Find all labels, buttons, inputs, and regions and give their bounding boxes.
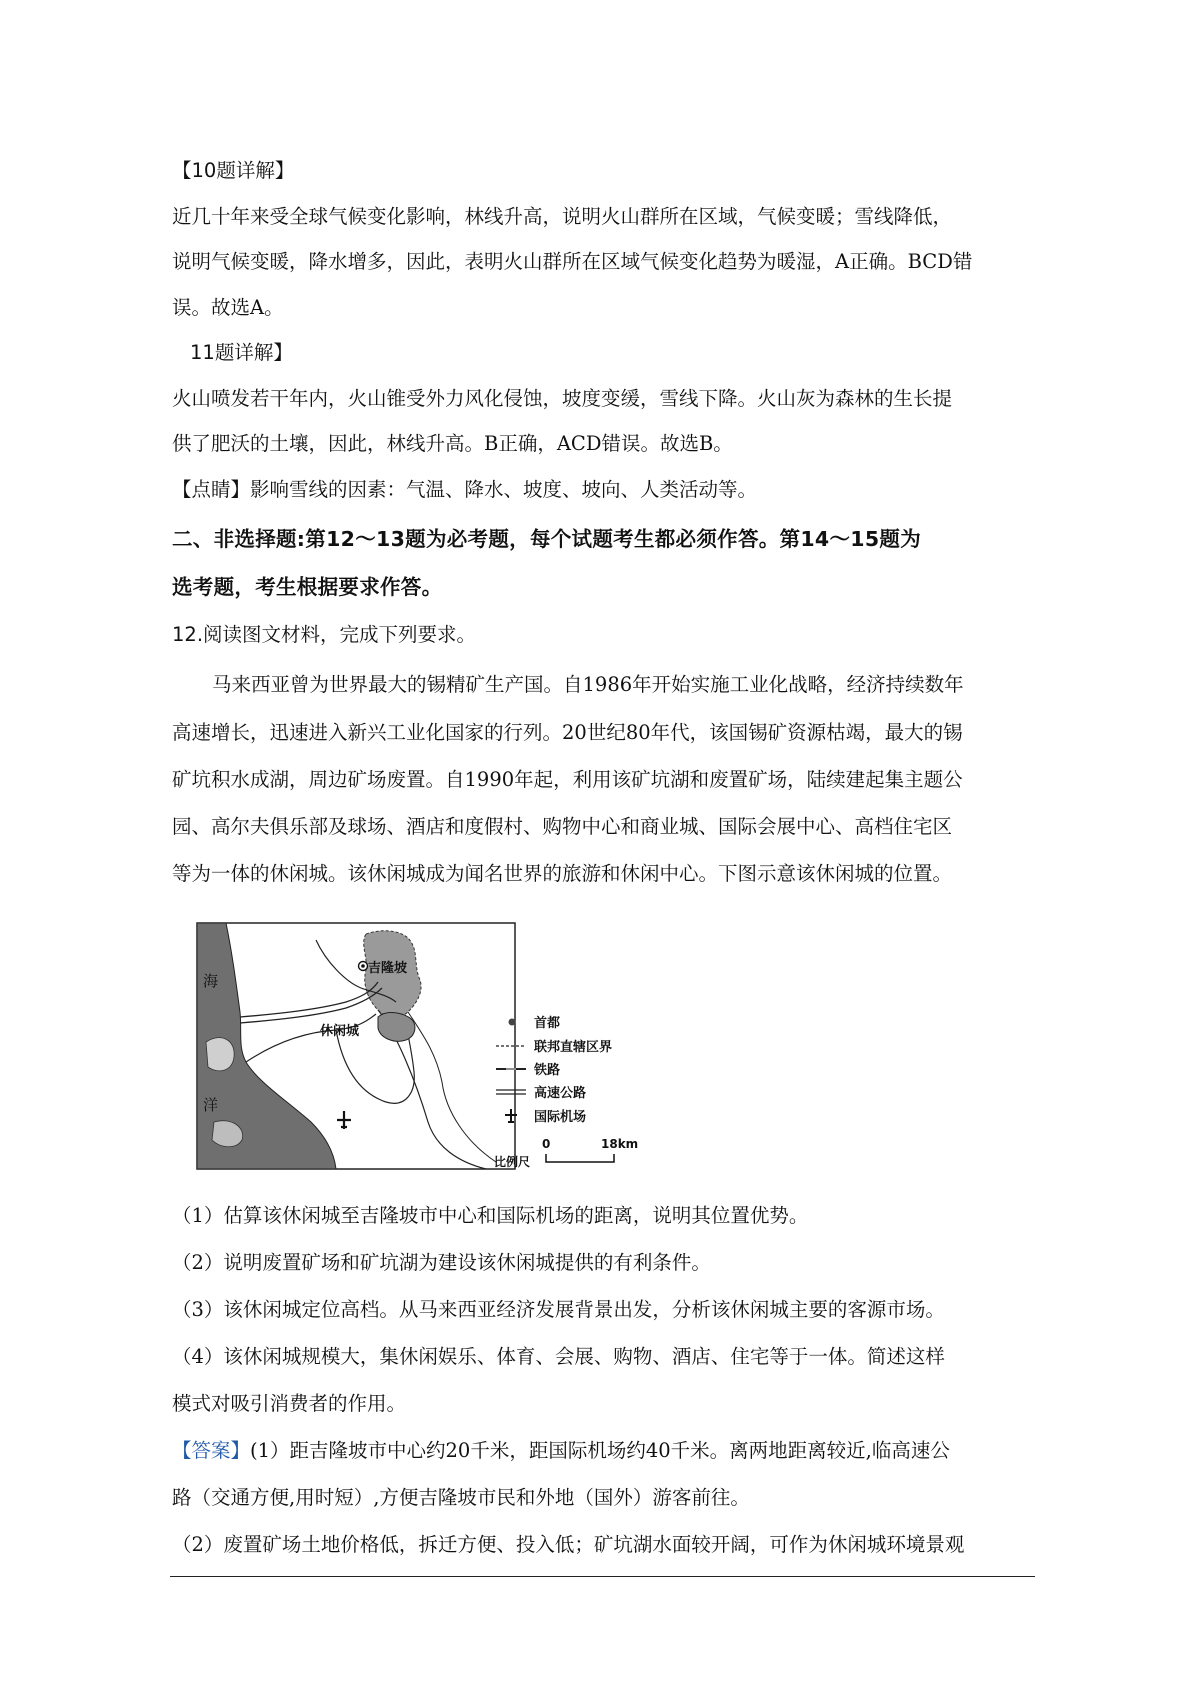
island xyxy=(206,1038,234,1071)
material-line-2: 高速增长，迅速进入新兴工业化国家的行列。20世纪80年代，该国锡矿资源枯竭，最大的锡 xyxy=(172,721,963,744)
page-footer-rule xyxy=(170,1576,1035,1577)
answer-text-1: (1）距吉隆坡市中心约20千米，距国际机场约40千米。离两地距离较近,临高速公 xyxy=(250,1439,950,1462)
scale-start: 0 xyxy=(542,1137,551,1151)
capital-label: 吉隆坡 xyxy=(368,961,408,976)
question-4-line-2: 模式对吸引消费者的作用。 xyxy=(172,1392,407,1415)
question-2: （2）说明废置矿场和矿坑湖为建设该休闲城提供的有利条件。 xyxy=(172,1251,711,1274)
legend-capital-label: 首都 xyxy=(534,1016,561,1031)
question-4-line-1: （4）该休闲城规模大，集休闲娱乐、体育、会展、购物、酒店、住宅等于一体。简述这样 xyxy=(172,1345,945,1368)
scale-bar xyxy=(546,1154,614,1162)
legend-airport-label: 国际机场 xyxy=(534,1110,587,1125)
question-1: （1）估算该休闲城至吉隆坡市中心和国际机场的距离，说明其位置优势。 xyxy=(172,1204,809,1227)
q11-header: 11题详解】 xyxy=(190,341,293,364)
sea-label-2: 洋 xyxy=(203,1096,219,1114)
q10-line-2: 说明气候变暖，降水增多，因此，表明火山群所在区域气候变化趋势为暖湿，A正确。BCD错 xyxy=(172,250,973,273)
q12-intro: 12.阅读图文材料，完成下列要求。 xyxy=(172,623,477,646)
legend-capital-dot-icon xyxy=(509,1019,516,1026)
section-heading-line-1: 二、非选择题:第12～13题为必考题，每个试题考生都必须作答。第14～15题为 xyxy=(172,527,922,551)
legend-highway-label: 高速公路 xyxy=(534,1086,587,1101)
answer-line-3: （2）废置矿场土地价格低，拆迁方便、投入低；矿坑湖水面较开阔，可作为休闲城环境景观 xyxy=(172,1533,965,1556)
tip-line: 【点睛】影响雪线的因素：气温、降水、坡度、坡向、人类活动等。 xyxy=(172,478,758,501)
q10-line-1: 近几十年来受全球气候变化影响，林线升高，说明火山群所在区域，气候变暖；雪线降低， xyxy=(172,205,953,228)
question-3: （3）该休闲城定位高档。从马来西亚经济发展背景出发，分析该休闲城主要的客源市场。 xyxy=(172,1298,945,1321)
scale-label: 比例尺 xyxy=(493,1155,530,1169)
legend-railway-label: 铁路 xyxy=(534,1063,561,1078)
section-heading-line-2: 选考题，考生根据要求作答。 xyxy=(172,575,443,599)
q10-line-3: 误。故选A。 xyxy=(172,296,284,319)
q10-header: 【10题详解】 xyxy=(172,159,295,182)
material-line-3: 矿坑积水成湖，周边矿场废置。自1990年起，利用该矿坑湖和废置矿场，陆续建起集主题公 xyxy=(172,768,963,791)
answer-line-2: 路（交通方便,用时短）,方便吉隆坡市民和外地（国外）游客前往。 xyxy=(172,1486,750,1509)
leisure-city-label: 休闲城 xyxy=(320,1024,360,1039)
material-line-4: 园、高尔夫俱乐部及球场、酒店和度假村、购物中心和商业城、国际会展中心、高档住宅区 xyxy=(172,815,953,838)
legend-boundary-label: 联邦直辖区界 xyxy=(534,1040,613,1055)
material-line-1: 马来西亚曾为世界最大的锡精矿生产国。自1986年开始实施工业化战略，经济持续数年 xyxy=(212,673,964,696)
scale-end: 18km xyxy=(601,1137,639,1151)
sea-label-1: 海 xyxy=(203,972,219,990)
material-line-5: 等为一体的休闲城。该休闲城成为闻名世界的旅游和休闲中心。下图示意该休闲城的位置。 xyxy=(172,862,953,885)
location-map xyxy=(196,922,706,1182)
q11-line-2: 供了肥沃的土壤，因此，林线升高。B正确，ACD错误。故选B。 xyxy=(172,432,733,455)
answer-line-1 xyxy=(172,1441,950,1461)
q11-line-1: 火山喷发若干年内，火山锥受外力风化侵蚀，坡度变缓，雪线下降。火山灰为森林的生长提 xyxy=(172,387,953,410)
answer-tag: 【答案】 xyxy=(172,1439,251,1462)
